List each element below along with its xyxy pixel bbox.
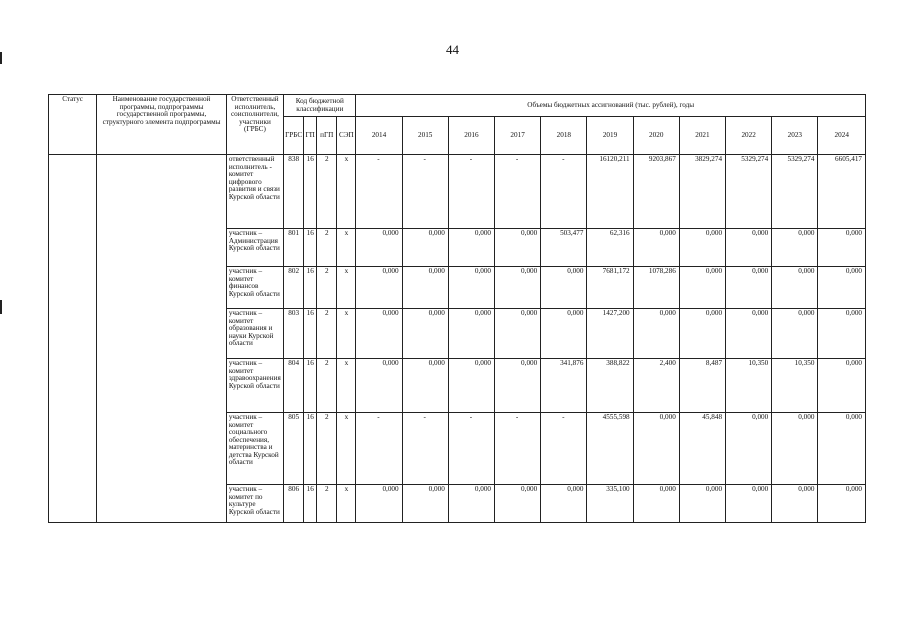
value-cell: 0,000 — [402, 309, 448, 359]
header-year: 2014 — [356, 117, 402, 155]
grbs-cell: 804 — [284, 359, 304, 413]
grbs-cell: 806 — [284, 485, 304, 523]
value-cell: 0,000 — [356, 359, 402, 413]
value-cell: - — [356, 413, 402, 485]
value-cell: 0,000 — [818, 413, 866, 485]
value-cell: 0,000 — [541, 485, 587, 523]
gp-cell: 16 — [304, 229, 317, 267]
header-year: 2020 — [633, 117, 679, 155]
value-cell: 0,000 — [726, 413, 772, 485]
value-cell: - — [448, 155, 494, 229]
page-edge-mark — [0, 300, 2, 314]
value-cell: 0,000 — [818, 267, 866, 309]
value-cell: 3829,274 — [679, 155, 725, 229]
value-cell: 503,477 — [541, 229, 587, 267]
executor-cell: участник – комитет финансов Курской области — [226, 267, 283, 309]
value-cell: - — [495, 155, 541, 229]
pgp-cell: 2 — [317, 229, 337, 267]
value-cell: 0,000 — [772, 413, 818, 485]
pgp-cell: 2 — [317, 413, 337, 485]
value-cell: 0,000 — [772, 485, 818, 523]
sep-cell: х — [337, 309, 356, 359]
value-cell: 0,000 — [772, 267, 818, 309]
header-year: 2015 — [402, 117, 448, 155]
sep-cell: х — [337, 155, 356, 229]
value-cell: 388,822 — [587, 359, 633, 413]
value-cell: 0,000 — [356, 267, 402, 309]
header-status: Статус — [49, 95, 97, 155]
value-cell: 0,000 — [356, 229, 402, 267]
value-cell: 0,000 — [541, 267, 587, 309]
value-cell: 0,000 — [679, 267, 725, 309]
header-name: Наименование государственной программы, подпрограммы государственной программы, структурного элемента подпрограммы — [97, 95, 227, 155]
value-cell: 16120,211 — [587, 155, 633, 229]
budget-table — [48, 94, 866, 523]
grbs-cell: 802 — [284, 267, 304, 309]
executor-cell: участник – Администрация Курской области — [226, 229, 283, 267]
header-year: 2023 — [772, 117, 818, 155]
header-code-col: ГРБС — [284, 117, 304, 155]
header-executor: Ответственный исполнитель, соисполнители, участники (ГРБС) — [226, 95, 283, 155]
pgp-cell: 2 — [317, 359, 337, 413]
grbs-cell: 801 — [284, 229, 304, 267]
value-cell: 0,000 — [402, 229, 448, 267]
gp-cell: 16 — [304, 359, 317, 413]
executor-cell: участник – комитет социального обеспечения, материнства и детства Курской области — [226, 413, 283, 485]
gp-cell: 16 — [304, 267, 317, 309]
executor-cell: участник – комитет по культуре Курской области — [226, 485, 283, 523]
value-cell: 0,000 — [402, 359, 448, 413]
header-code-group: Код бюджетной классификации — [284, 95, 356, 117]
table-row — [49, 155, 866, 229]
value-cell: 1078,286 — [633, 267, 679, 309]
header-year: 2017 — [495, 117, 541, 155]
executor-cell: участник – комитет образования и науки Курской области — [226, 309, 283, 359]
value-cell: 0,000 — [633, 309, 679, 359]
value-cell: 0,000 — [402, 485, 448, 523]
value-cell: 0,000 — [356, 309, 402, 359]
status-cell — [49, 155, 97, 523]
sep-cell: х — [337, 229, 356, 267]
value-cell: 0,000 — [448, 359, 494, 413]
value-cell: 0,000 — [772, 229, 818, 267]
value-cell: 10,350 — [726, 359, 772, 413]
grbs-cell: 838 — [284, 155, 304, 229]
value-cell: 6605,417 — [818, 155, 866, 229]
value-cell: 0,000 — [356, 485, 402, 523]
header-volumes-group: Объемы бюджетных ассигнований (тыс. рублей), годы — [356, 95, 866, 117]
value-cell: - — [541, 155, 587, 229]
value-cell: 0,000 — [679, 229, 725, 267]
sep-cell: х — [337, 267, 356, 309]
value-cell: 0,000 — [495, 267, 541, 309]
value-cell: 2,400 — [633, 359, 679, 413]
value-cell: 0,000 — [402, 267, 448, 309]
value-cell: 0,000 — [679, 309, 725, 359]
gp-cell: 16 — [304, 155, 317, 229]
value-cell: 0,000 — [633, 485, 679, 523]
value-cell: 0,000 — [495, 229, 541, 267]
value-cell: 62,316 — [587, 229, 633, 267]
header-code-col: СЭП — [337, 117, 356, 155]
value-cell: 0,000 — [818, 309, 866, 359]
value-cell: 0,000 — [726, 267, 772, 309]
value-cell: 335,100 — [587, 485, 633, 523]
header-year: 2021 — [679, 117, 725, 155]
value-cell: 0,000 — [448, 485, 494, 523]
header-year: 2019 — [587, 117, 633, 155]
header-year: 2024 — [818, 117, 866, 155]
gp-cell: 16 — [304, 485, 317, 523]
value-cell: 0,000 — [818, 229, 866, 267]
value-cell: 0,000 — [495, 309, 541, 359]
value-cell: 0,000 — [541, 309, 587, 359]
executor-cell: участник – комитет здравоохранения Курской области — [226, 359, 283, 413]
value-cell: - — [448, 413, 494, 485]
sep-cell: х — [337, 413, 356, 485]
value-cell: - — [402, 155, 448, 229]
pgp-cell: 2 — [317, 485, 337, 523]
value-cell: 0,000 — [633, 413, 679, 485]
sep-cell: х — [337, 359, 356, 413]
value-cell: 1427,200 — [587, 309, 633, 359]
grbs-cell: 805 — [284, 413, 304, 485]
header-row — [49, 95, 866, 117]
program-name-cell — [97, 155, 227, 523]
executor-cell: ответственный исполнитель - комитет цифрового развития и связи Курской области — [226, 155, 283, 229]
gp-cell: 16 — [304, 413, 317, 485]
sep-cell: х — [337, 485, 356, 523]
value-cell: 45,848 — [679, 413, 725, 485]
value-cell: 0,000 — [448, 229, 494, 267]
value-cell: 341,876 — [541, 359, 587, 413]
page-number: 44 — [446, 42, 459, 57]
header-year: 2022 — [726, 117, 772, 155]
value-cell: 5329,274 — [726, 155, 772, 229]
value-cell: - — [402, 413, 448, 485]
value-cell: 0,000 — [633, 229, 679, 267]
value-cell: 0,000 — [495, 359, 541, 413]
value-cell: 0,000 — [818, 359, 866, 413]
value-cell: - — [541, 413, 587, 485]
value-cell: 0,000 — [726, 309, 772, 359]
header-year: 2016 — [448, 117, 494, 155]
value-cell: 0,000 — [726, 485, 772, 523]
header-code-col: пГП — [317, 117, 337, 155]
value-cell: 0,000 — [726, 229, 772, 267]
value-cell: - — [495, 413, 541, 485]
value-cell: 9203,867 — [633, 155, 679, 229]
value-cell: - — [356, 155, 402, 229]
value-cell: 0,000 — [448, 267, 494, 309]
value-cell: 7681,172 — [587, 267, 633, 309]
value-cell: 0,000 — [495, 485, 541, 523]
table-body — [49, 155, 866, 523]
gp-cell: 16 — [304, 309, 317, 359]
value-cell: 0,000 — [772, 309, 818, 359]
header-year: 2018 — [541, 117, 587, 155]
grbs-cell: 803 — [284, 309, 304, 359]
value-cell: 0,000 — [679, 485, 725, 523]
pgp-cell: 2 — [317, 309, 337, 359]
value-cell: 0,000 — [818, 485, 866, 523]
value-cell: 10,350 — [772, 359, 818, 413]
header-code-col: ГП — [304, 117, 317, 155]
value-cell: 0,000 — [448, 309, 494, 359]
value-cell: 8,487 — [679, 359, 725, 413]
value-cell: 5329,274 — [772, 155, 818, 229]
pgp-cell: 2 — [317, 155, 337, 229]
pgp-cell: 2 — [317, 267, 337, 309]
value-cell: 4555,598 — [587, 413, 633, 485]
